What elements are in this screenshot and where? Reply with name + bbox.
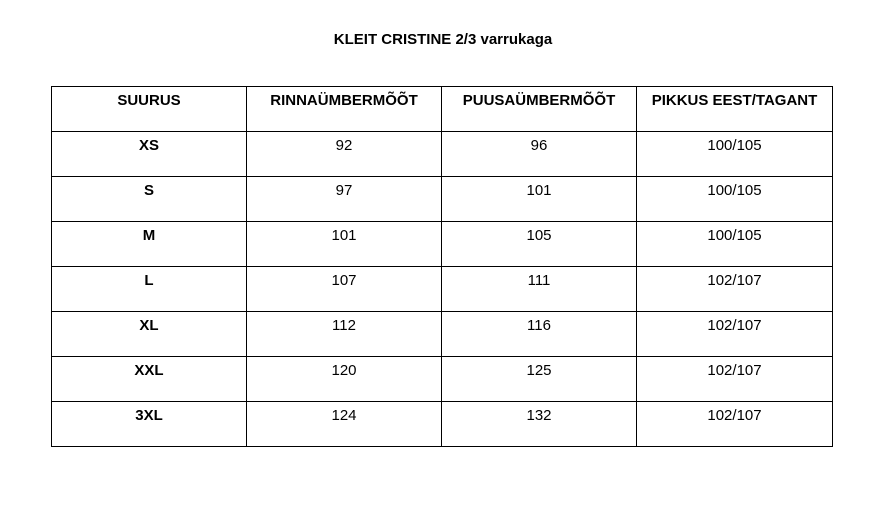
hip-cell: 132 (442, 402, 637, 447)
table-row (52, 222, 833, 267)
page-title: KLEIT CRISTINE 2/3 varrukaga (333, 31, 553, 48)
chest-cell: 112 (247, 312, 442, 357)
chest-cell: 101 (247, 222, 442, 267)
hip-cell: 116 (442, 312, 637, 357)
chest-cell: 92 (247, 132, 442, 177)
table-row (52, 132, 833, 177)
chest-cell: 120 (247, 357, 442, 402)
column-header-chest: RINNAÜMBERMÕÕT (247, 87, 442, 132)
table-row (52, 357, 833, 402)
hip-cell: 105 (442, 222, 637, 267)
length-cell: 100/105 (637, 132, 833, 177)
length-cell: 100/105 (637, 222, 833, 267)
length-cell: 102/107 (637, 357, 833, 402)
table-row (52, 267, 833, 312)
table-row (52, 177, 833, 222)
hip-cell: 101 (442, 177, 637, 222)
column-header-length: PIKKUS EEST/TAGANT (637, 87, 833, 132)
hip-cell: 125 (442, 357, 637, 402)
size-cell: M (52, 222, 247, 267)
hip-cell: 111 (442, 267, 637, 312)
table-row (52, 402, 833, 447)
table-header-row (52, 87, 833, 132)
chest-cell: 107 (247, 267, 442, 312)
size-chart-table (51, 86, 833, 447)
size-cell: XL (52, 312, 247, 357)
length-cell: 102/107 (637, 267, 833, 312)
hip-cell: 96 (442, 132, 637, 177)
chest-cell: 124 (247, 402, 442, 447)
size-cell: L (52, 267, 247, 312)
size-cell: 3XL (52, 402, 247, 447)
column-header-size: SUURUS (52, 87, 247, 132)
length-cell: 102/107 (637, 402, 833, 447)
length-cell: 100/105 (637, 177, 833, 222)
size-cell: XS (52, 132, 247, 177)
length-cell: 102/107 (637, 312, 833, 357)
table-row (52, 312, 833, 357)
column-header-hip: PUUSAÜMBERMÕÕT (442, 87, 637, 132)
chest-cell: 97 (247, 177, 442, 222)
size-cell: XXL (52, 357, 247, 402)
size-cell: S (52, 177, 247, 222)
